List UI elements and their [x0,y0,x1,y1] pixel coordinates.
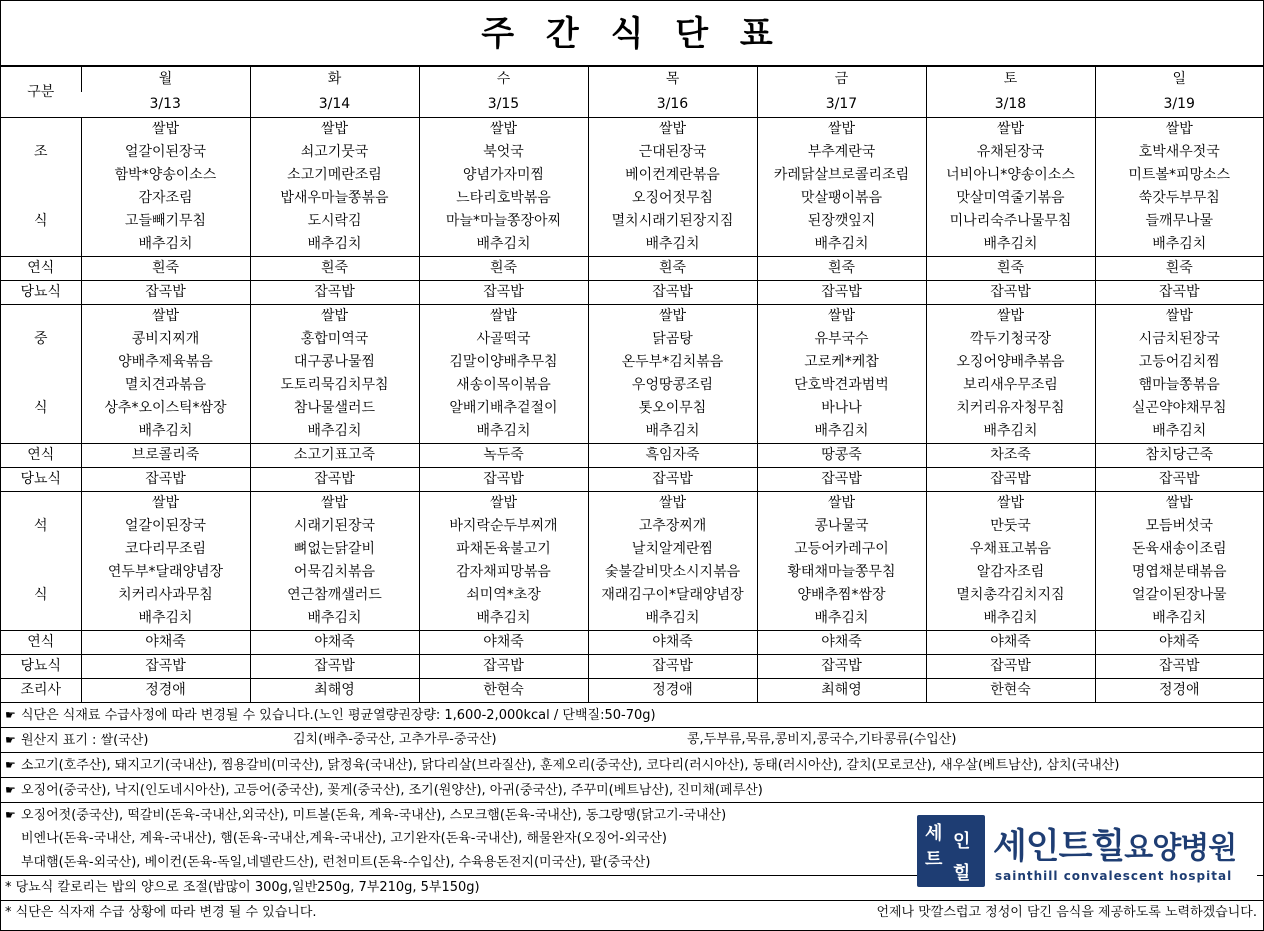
menu-cell: 잡곡밥 [1095,281,1263,305]
menu-cell: 배추김치 [1095,607,1263,631]
menu-cell: 실곤약야채무침 [1095,397,1263,420]
menu-cell: 쇠고기뭇국 [250,141,419,164]
table-row [1,233,1263,257]
menu-cell: 호박새우젓국 [1095,141,1263,164]
menu-cell: 잡곡밥 [926,468,1095,492]
soft-diet-label: 연식 [1,631,81,655]
menu-cell: 배추김치 [588,607,757,631]
menu-cell: 야채죽 [250,631,419,655]
table-row [1,420,1263,444]
table-row [1,351,1263,374]
menu-cell: 닭곰탕 [588,328,757,351]
meal-label [1,305,81,329]
day-header: 월 [81,67,250,93]
diabetic-diet-row [1,281,1263,305]
menu-cell: 쌀밥 [1095,492,1263,516]
date-header: 3/16 [588,92,757,118]
menu-cell: 잡곡밥 [419,281,588,305]
menu-cell: 카레닭살브로콜리조림 [757,164,926,187]
menu-cell: 쌀밥 [588,305,757,329]
menu-cell: 잡곡밥 [250,655,419,679]
soft-diet-row [1,444,1263,468]
cook-name: 정경애 [588,679,757,703]
menu-cell: 들깨무나물 [1095,210,1263,233]
note-origin-rice: ☛ 원산지 표기 : 쌀(국산) 김치(배추-중국산, 고추가루-중국산) 콩,두부류,묵류,콩비지,콩국수,기타콩류(수입산) [1,727,1263,752]
menu-cell: 고들빼기무침 [81,210,250,233]
menu-cell: 숯불갈비맛소시지볶음 [588,561,757,584]
table-row [1,584,1263,607]
menu-cell: 멸치견과볶음 [81,374,250,397]
menu-cell: 흰죽 [81,257,250,281]
table-row [1,374,1263,397]
meal-label [1,118,81,142]
menu-cell: 배추김치 [250,420,419,444]
menu-cell: 쌀밥 [926,492,1095,516]
page-title: 주 간 식 단 표 [1,1,1263,66]
menu-cell: 맛살팽이볶음 [757,187,926,210]
menu-cell: 야채죽 [588,631,757,655]
menu-cell: 얼갈이된장국 [81,515,250,538]
table-row [1,561,1263,584]
date-header: 3/17 [757,92,926,118]
menu-cell: 잡곡밥 [250,468,419,492]
menu-cell: 쇠미역*초장 [419,584,588,607]
menu-cell: 배추김치 [757,420,926,444]
menu-cell: 배추김치 [250,233,419,257]
meal-label [1,164,81,187]
menu-cell: 쌀밥 [250,118,419,142]
menu-cell: 된장깻잎지 [757,210,926,233]
menu-cell: 소고기메란조림 [250,164,419,187]
date-header: 3/14 [250,92,419,118]
pointing-hand-icon: ☛ [5,708,16,722]
menu-cell: 보리새우무조림 [926,374,1095,397]
cook-name: 최해영 [250,679,419,703]
table-row [1,210,1263,233]
cook-name: 최해영 [757,679,926,703]
menu-cell: 배추김치 [81,233,250,257]
soft-diet-label: 연식 [1,444,81,468]
menu-cell: 황태채마늘쫑무침 [757,561,926,584]
meal-label [1,233,81,257]
menu-cell: 대구콩나물찜 [250,351,419,374]
menu-cell: 쌀밥 [588,492,757,516]
menu-cell: 고추장찌개 [588,515,757,538]
menu-cell: 베이컨계란볶음 [588,164,757,187]
meal-label: 식 [33,213,48,229]
menu-cell: 녹두죽 [419,444,588,468]
menu-cell: 햄마늘쫑볶음 [1095,374,1263,397]
menu-cell: 콩나물국 [757,515,926,538]
menu-cell: 날치알계란찜 [588,538,757,561]
pointing-hand-icon: ☛ [5,758,16,772]
menu-cell: 마늘*마늘쫑장아찌 [419,210,588,233]
menu-cell: 뼈없는닭갈비 [250,538,419,561]
menu-cell: 유채된장국 [926,141,1095,164]
menu-cell: 멸치총각김치지짐 [926,584,1095,607]
table-row [1,607,1263,631]
menu-cell: 쌀밥 [757,492,926,516]
menu-cell: 쌀밥 [1095,305,1263,329]
menu-cell: 시래기된장국 [250,515,419,538]
menu-cell: 잡곡밥 [757,655,926,679]
diabetic-diet-row [1,468,1263,492]
menu-cell: 흰죽 [419,257,588,281]
menu-cell: 연근참깨샐러드 [250,584,419,607]
soft-diet-label: 연식 [1,257,81,281]
note-origin-processed-3: 부대햄(돈육-외국산), 베이컨(돈육-독일,네델란드산), 런천미트(돈육-수입산), 수육용돈전지(미국산), 팥(중국산) [21,855,651,870]
menu-cell: 새송이목이볶음 [419,374,588,397]
menu-cell: 배추김치 [1095,420,1263,444]
note-diabetic-calorie: * 당뇨식 칼로리는 밥의 양으로 조절(밥많이 300g,일반250g, 7부210g, 5부150g) [1,875,1263,900]
menu-cell: 쌀밥 [419,118,588,142]
menu-cell: 고등어김치찜 [1095,351,1263,374]
menu-cell: 잡곡밥 [588,468,757,492]
pointing-hand-icon: ☛ [5,808,16,822]
menu-cell: 쌀밥 [588,118,757,142]
menu-cell: 도토리묵김치무침 [250,374,419,397]
table-row [1,328,1263,351]
menu-cell: 쌀밥 [757,118,926,142]
menu-cell: 배추김치 [419,420,588,444]
menu-cell: 치커리사과무침 [81,584,250,607]
menu-cell: 쌀밥 [926,305,1095,329]
date-header: 3/19 [1095,92,1263,118]
menu-cell: 배추김치 [1095,233,1263,257]
menu-cell: 잡곡밥 [81,655,250,679]
menu-cell: 근대된장국 [588,141,757,164]
menu-cell: 흰죽 [926,257,1095,281]
menu-cell: 브로콜리죽 [81,444,250,468]
day-header: 토 [926,67,1095,93]
menu-cell: 배추김치 [419,607,588,631]
soft-diet-row [1,257,1263,281]
menu-cell: 배추김치 [926,607,1095,631]
meal-label: 식 [33,400,48,416]
menu-cell: 쌀밥 [81,118,250,142]
menu-cell: 바지락순두부찌개 [419,515,588,538]
menu-cell: 북엇국 [419,141,588,164]
menu-cell: 밥새우마늘쫑볶음 [250,187,419,210]
hospital-logo [917,813,1257,889]
menu-cell: 양배추찜*쌈장 [757,584,926,607]
header-row-dates [1,92,1263,118]
meal-label [1,561,81,584]
menu-cell: 부추계란국 [757,141,926,164]
menu-cell: 쌀밥 [1095,118,1263,142]
menu-cell: 상추*오이스틱*쌈장 [81,397,250,420]
menu-cell: 고로케*케찹 [757,351,926,374]
table-row [1,397,1263,420]
table-row [1,305,1263,329]
table-row [1,141,1263,164]
menu-cell: 연두부*달래양념장 [81,561,250,584]
meal-label: 석 [33,518,48,534]
meal-label: 중 [33,331,48,347]
meal-label [1,538,81,561]
soft-diet-row [1,631,1263,655]
menu-cell: 차조죽 [926,444,1095,468]
note-origin-seafood: ☛ 오징어(중국산), 낙지(인도네시아산), 고등어(중국산), 꽃게(중국산), 조기(원양산), 아귀(중국산), 주꾸미(베트남산), 진미채(페루산) [1,777,1263,802]
cook-name: 한현숙 [926,679,1095,703]
menu-cell: 쌀밥 [419,305,588,329]
menu-cell: 흰죽 [1095,257,1263,281]
diabetic-diet-label: 당뇨식 [1,281,81,305]
menu-cell: 쑥갓두부무침 [1095,187,1263,210]
menu-cell: 알배기배추겉절이 [419,397,588,420]
header-row-days [1,67,1263,93]
menu-cell: 온두부*김치볶음 [588,351,757,374]
menu-cell: 모듬버섯국 [1095,515,1263,538]
menu-cell: 콩비지찌개 [81,328,250,351]
cook-name: 정경애 [1095,679,1263,703]
menu-cell: 쌀밥 [250,492,419,516]
menu-cell: 흰죽 [250,257,419,281]
menu-cell: 오징어젓무침 [588,187,757,210]
menu-cell: 얼갈이된장국 [81,141,250,164]
menu-cell: 잡곡밥 [757,281,926,305]
meal-label [1,607,81,631]
menu-cell: 쌀밥 [81,305,250,329]
menu-cell: 배추김치 [926,420,1095,444]
menu-cell: 잡곡밥 [757,468,926,492]
menu-cell: 깍두기청국장 [926,328,1095,351]
cook-row [1,679,1263,703]
menu-cell: 맛살미역줄기볶음 [926,187,1095,210]
menu-cell: 잡곡밥 [250,281,419,305]
menu-cell: 어묵김치볶음 [250,561,419,584]
menu-cell: 쌀밥 [926,118,1095,142]
menu-cell: 명엽채분태볶음 [1095,561,1263,584]
meal-label: 식 [33,587,48,603]
menu-cell: 함박*양송이소스 [81,164,250,187]
menu-cell: 멸치시래기된장지짐 [588,210,757,233]
menu-cell: 바나나 [757,397,926,420]
menu-cell: 배추김치 [588,420,757,444]
cook-name: 정경애 [81,679,250,703]
menu-cell: 단호박견과범벅 [757,374,926,397]
menu-cell: 도시락김 [250,210,419,233]
menu-cell: 야채죽 [926,631,1095,655]
menu-cell: 코다리무조림 [81,538,250,561]
menu-cell: 쌀밥 [757,305,926,329]
pointing-hand-icon: ☛ [5,733,16,747]
day-header: 수 [419,67,588,93]
menu-cell: 시금치된장국 [1095,328,1263,351]
menu-cell: 느타리호박볶음 [419,187,588,210]
menu-cell: 유부국수 [757,328,926,351]
day-header: 금 [757,67,926,93]
menu-cell: 재래김구이*달래양념장 [588,584,757,607]
diabetic-diet-row [1,655,1263,679]
menu-cell: 잡곡밥 [81,281,250,305]
menu-cell: 배추김치 [250,607,419,631]
menu-cell: 땅콩죽 [757,444,926,468]
menu-cell: 흰죽 [588,257,757,281]
menu-cell: 야채죽 [419,631,588,655]
menu-cell: 쌀밥 [419,492,588,516]
menu-cell: 잡곡밥 [1095,655,1263,679]
table-row [1,492,1263,516]
menu-cell: 사골떡국 [419,328,588,351]
menu-cell: 감자채피망볶음 [419,561,588,584]
menu-cell: 야채죽 [757,631,926,655]
menu-cell: 파채돈육불고기 [419,538,588,561]
menu-cell: 양배추제육볶음 [81,351,250,374]
menu-cell: 야채죽 [1095,631,1263,655]
table-row [1,515,1263,538]
meal-label [1,187,81,210]
meal-label [1,351,81,374]
menu-cell: 잡곡밥 [1095,468,1263,492]
menu-cell: 배추김치 [757,233,926,257]
note-origin-processed-2: 비엔나(돈육-국내산, 계육-국내산), 햄(돈육-국내산,계육-국내산), 고기완자(돈육-국내산), 해물완자(오징어-외국산) [21,831,667,846]
cook-label: 조리사 [1,679,81,703]
menu-cell: 오징어양배추볶음 [926,351,1095,374]
day-header: 목 [588,67,757,93]
menu-cell: 너비아니*양송이소스 [926,164,1095,187]
menu-cell: 배추김치 [926,233,1095,257]
day-header: 화 [250,67,419,93]
menu-cell: 참치당근죽 [1095,444,1263,468]
meal-label [1,492,81,516]
meal-label: 조 [33,144,48,160]
logo-mark-icon: 세 인 트 힐 [917,815,985,887]
note-calorie: ☛ 식단은 식재료 수급사정에 따라 변경될 수 있습니다.(노인 평균열량권장량: 1,600-2,000kcal / 단백질:50-70g) [1,702,1263,727]
menu-cell: 톳오이무침 [588,397,757,420]
menu-cell: 배추김치 [588,233,757,257]
pointing-hand-icon: ☛ [5,783,16,797]
menu-cell: 참나물샐러드 [250,397,419,420]
menu-cell: 잡곡밥 [926,281,1095,305]
menu-cell: 만둣국 [926,515,1095,538]
menu-cell: 잡곡밥 [588,655,757,679]
menu-cell: 잡곡밥 [419,655,588,679]
menu-cell: 치커리유자청무침 [926,397,1095,420]
menu-cell: 우채표고볶음 [926,538,1095,561]
category-header: 구분 [1,67,81,118]
menu-cell: 잡곡밥 [419,468,588,492]
cook-name: 한현숙 [419,679,588,703]
menu-cell: 잡곡밥 [81,468,250,492]
date-header: 3/15 [419,92,588,118]
menu-cell: 배추김치 [81,420,250,444]
menu-cell: 홍합미역국 [250,328,419,351]
date-header: 3/18 [926,92,1095,118]
note-footer: * 식단은 식자재 수급 상황에 따라 변경 될 수 있습니다. 언제나 맛깔스럽고 정성이 담긴 음식을 제공하도록 노력하겠습니다. [1,900,1263,925]
menu-cell: 고등어카레구이 [757,538,926,561]
menu-cell: 김말이양배추무침 [419,351,588,374]
menu-cell: 우엉땅콩조림 [588,374,757,397]
menu-cell: 쌀밥 [81,492,250,516]
menu-cell: 양념가자미찜 [419,164,588,187]
menu-cell: 알감자조림 [926,561,1095,584]
menu-cell: 얼갈이된장나물 [1095,584,1263,607]
meal-label [1,374,81,397]
table-row [1,164,1263,187]
table-row [1,118,1263,142]
menu-cell: 잡곡밥 [588,281,757,305]
note-origin-meat: ☛ 소고기(호주산), 돼지고기(국내산), 찜용갈비(미국산), 닭정육(국내산), 닭다리살(브라질산), 훈제오리(중국산), 코다리(러시아산), 동태(러시아산), 갈치(모로코산), 새우살(베트남산), 삼치(국내산) [1,752,1263,777]
menu-cell: 소고기표고죽 [250,444,419,468]
diabetic-diet-label: 당뇨식 [1,468,81,492]
date-header: 3/13 [149,96,181,112]
menu-cell: 흰죽 [757,257,926,281]
diabetic-diet-label: 당뇨식 [1,655,81,679]
menu-cell: 돈육새송이조림 [1095,538,1263,561]
menu-cell: 쌀밥 [250,305,419,329]
day-header: 일 [1095,67,1263,93]
table-row [1,187,1263,210]
table-row [1,538,1263,561]
menu-cell: 잡곡밥 [926,655,1095,679]
menu-cell: 배추김치 [757,607,926,631]
menu-cell: 배추김치 [419,233,588,257]
note-origin-processed-1: ☛ 오징어젓(중국산), 떡갈비(돈육-국내산,외국산), 미트볼(돈육, 계육-국내산), 스모크햄(돈육-국내산), 동그랑땡(닭고기-국내산) [1,802,1263,827]
logo-name: 세인트힐요양병원 [993,827,1237,867]
menu-cell: 야채죽 [81,631,250,655]
menu-cell: 배추김치 [81,607,250,631]
weekly-menu-table [1,66,1263,702]
menu-cell: 미트볼*피망소스 [1095,164,1263,187]
menu-cell: 감자조림 [81,187,250,210]
menu-cell: 흑임자죽 [588,444,757,468]
meal-label [1,420,81,444]
menu-cell: 미나리숙주나물무침 [926,210,1095,233]
logo-english-name: sainthill convalescent hospital [995,869,1233,883]
